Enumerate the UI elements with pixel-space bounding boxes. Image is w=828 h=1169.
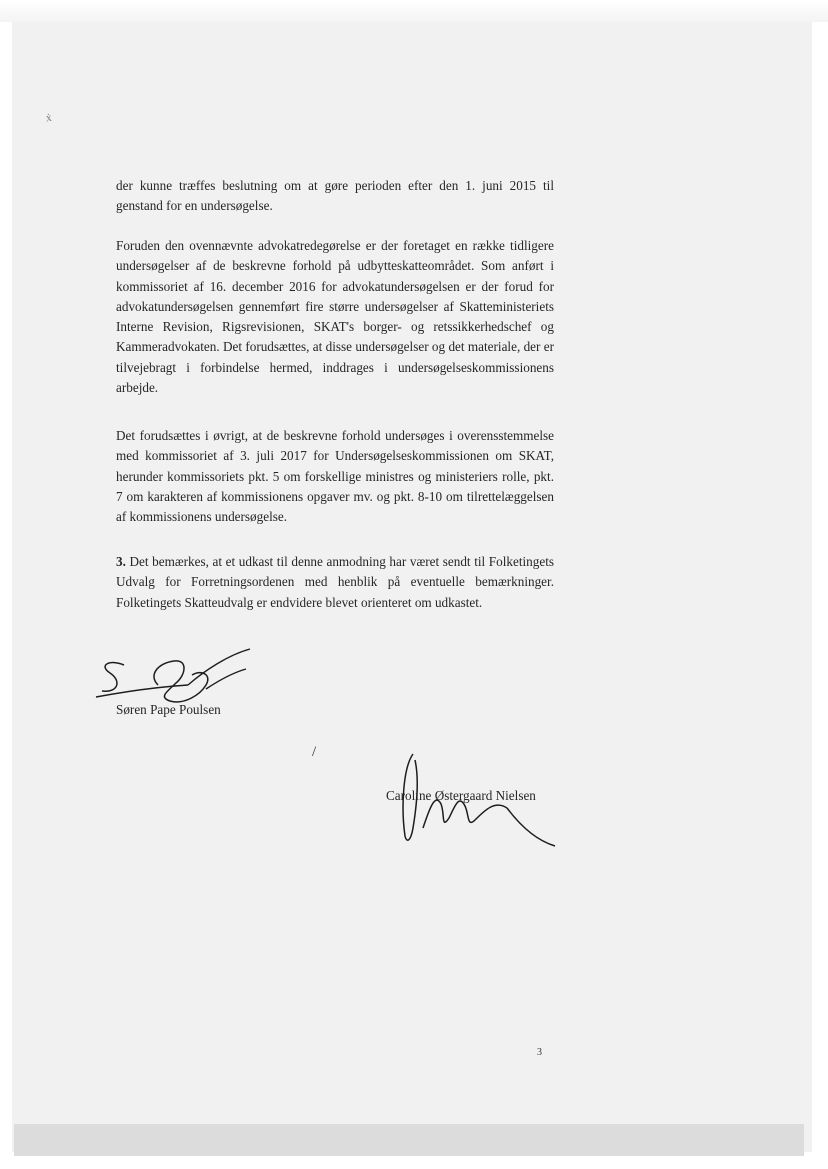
page-number: 3: [537, 1047, 542, 1058]
paragraph-1: der kunne træffes beslutning om at gøre perioden efter den 1. juni 2015 til genstand for en undersøgelse.: [116, 178, 554, 214]
paragraph-4: [116, 552, 554, 613]
paragraph-4-text: Det bemærkes, at et udkast til denne anmodning har været sendt til Folketingets Udvalg for Forretningsordenen med henblik på eventuelle bemærkninger. Folketingets Skatteudvalg er endvidere blevet orienteret om udkastet.: [116, 554, 554, 610]
separator-mark: /: [312, 744, 317, 760]
paragraph-number: 3.: [116, 554, 126, 569]
signatory-1-name: Søren Pape Poulsen: [116, 702, 221, 717]
signatory-2-name: Caroline Østergaard Nielsen: [386, 788, 536, 803]
scan-top-edge: [0, 0, 828, 22]
corner-mark: ẋ: [45, 111, 53, 125]
scan-bottom-edge: [14, 1124, 804, 1156]
paragraph-3: Det forudsættes i øvrigt, at de beskrevne forhold undersøges i overensstemmelse med kommissoriet af 3. juli 2017 for Undersøgelseskommissionen om SKAT, herunder kommissoriets pkt. 5 om forskellige ministres og ministeriers rolle, pkt. 7 om karakteren af kommissionens opgaver mv. og pkt. 8-10 om tilrettelæggelsen af kommissionens undersøgelse.: [116, 428, 554, 525]
paragraph-2: Foruden den ovennævnte advokatredegørelse er der foretaget en række tidligere undersøgelser af de beskrevne forhold på udbytteskatteområdet. Som anført i kommissoriet af 16. december 2016 for advokatundersøgelsen er der forud for advokatundersøgelsen gennemført fire større undersøgelser af Skatteministeriets Interne Revision, Rigsrevisionen, SKAT's borger- og retssikkerhedschef og Kammeradvokaten. Det forudsættes, at disse undersøgelser og det materiale, der er tilvejebragt i forbindelse hermed, inddrages i undersøgelseskommissionens arbejde.: [116, 238, 554, 396]
